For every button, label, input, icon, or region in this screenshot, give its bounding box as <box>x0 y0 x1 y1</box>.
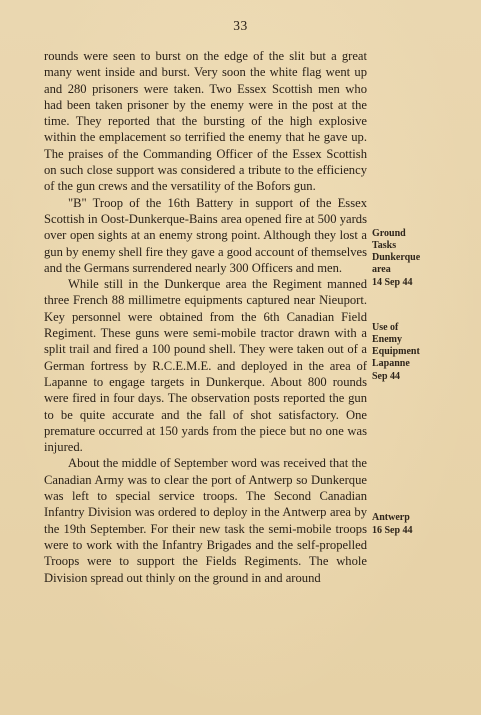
margin-note-line: area <box>372 264 391 275</box>
margin-note-line: Ground <box>372 228 406 239</box>
paragraph: While still in the Dunkerque area the Regiment manned three French 88 millimetre equipments captured near Nieuport. Key personnel were obtained from the 6th Canadian Field Regiment. These guns were semi-mobile tractor drawn with a split trail and fired a 100 pound shell. They were taken out of a German fortress by R.C.E.M.E. and deployed in the area of Lapanne to engage targets in Dunkerque. About 800 rounds were fired in four days. The observation posts reported the gun to be quite accurate and the fall of shot satisfactory. One premature occurred at 150 yards from the piece but no one was injured. <box>44 277 367 455</box>
margin-note-ground-tasks <box>372 228 472 289</box>
margin-note-line: Dunkerque <box>372 252 421 263</box>
margin-note-date: 16 Sep 44 <box>372 525 413 536</box>
paragraph: "B" Troop of the 16th Battery in support of the Essex Scottish in Oost-Dunkerque-Bains area opened fire at 500 yards over open sights at an enemy strong point. Although they lost a gun by enemy shell fire they gave a good account of themselves and the Germans surrendered nearly 300 Officers and men. <box>44 195 367 275</box>
page-number: 33 <box>233 18 248 33</box>
margin-note-line: Enemy <box>372 334 402 345</box>
margin-note-enemy-equipment <box>372 322 472 383</box>
margin-note-date: Sep 44 <box>372 371 401 382</box>
margin-note-antwerp <box>372 512 472 537</box>
paragraph: About the middle of September word was received that the Canadian Army was to clear the port of Antwerp so Dunkerque was left to special service troops. The Second Canadian Infantry Division was ordered to deploy in the Antwerp area by the 19th September. For their new task the semi-mobile troops were to work with the Infantry Brigades and the self-propelled Troops were to support the Fields Regiments. The whole Division spread out thinly on the ground in and around <box>44 456 367 585</box>
body-text <box>44 48 367 586</box>
margin-note-line: Use of <box>372 322 399 333</box>
margin-note-date: 14 Sep 44 <box>372 277 413 288</box>
margin-note-line: Tasks <box>372 240 397 251</box>
margin-note-line: Lapanne <box>372 358 410 369</box>
margin-note-line: Equipment <box>372 346 420 357</box>
paragraph: rounds were seen to burst on the edge of the slit but a great many went inside and burst. Very soon the white flag went up and 280 prisoners were taken. Two Essex Scottish men who had been taken prisoner by the enemy were in the post at the time. They reported that the bursting of the high explosive within the emplacement so terrified the enemy that he gave up. The praises of the Commanding Officer of the Essex Scottish on such close support was considered a tribute to the efficiency of the gun crews and the versatility of the Bofors gun. <box>44 49 367 194</box>
margin-note-line: Antwerp <box>372 512 410 523</box>
